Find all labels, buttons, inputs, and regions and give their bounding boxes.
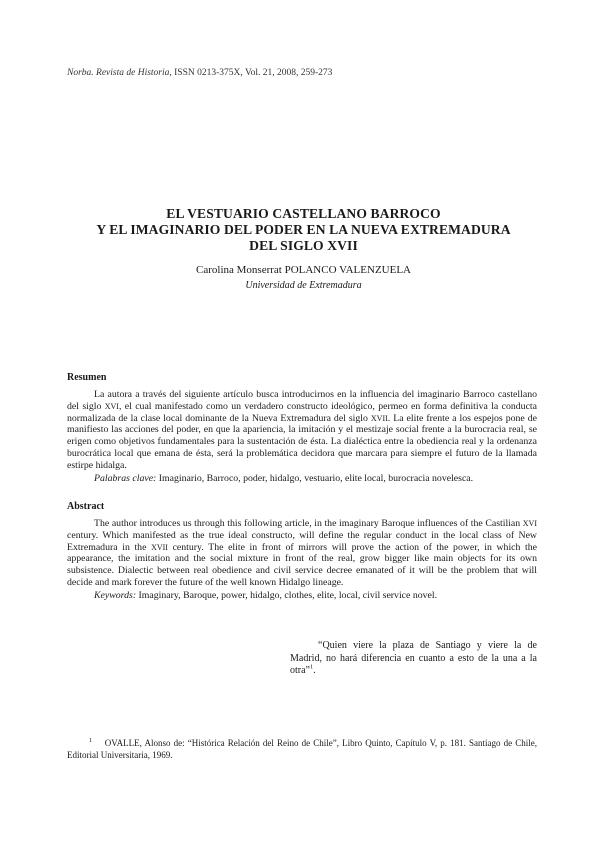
resumen-body (67, 389, 537, 472)
author-affiliation: Universidad de Extremadura (245, 280, 362, 291)
keywords-label: Keywords: (94, 590, 137, 601)
journal-citation (67, 68, 332, 78)
century-numeral: XVII (151, 542, 168, 552)
abstract-text: century. The elite in front of mirrors will prove the action of the power, in which the appearance, the imitation and the social mixture in front of the real, grow bigger like main objects for its own subsistence. Dialectic between real obedience and civil service decree emanated of it will be the problem that will decide and mark forever the future of the well known Hidalgo lineage. (67, 541, 538, 588)
resumen-text: La autora a través del siguiente artículo busca introducirnos en la influencia del imaginario Barroco castellano del siglo (67, 389, 537, 412)
citation-details: ISSN 0213-375X, Vol. 21, 2008, 259-273 (174, 68, 333, 78)
century-numeral: XVI (522, 519, 537, 528)
resumen-text: . La elite frente a los espejos pone de manifiesto las acciones del poder, en que la apariencia, la imitación y el mestizaje social frente a la burocracia real, se erigen como objetivos fundamentales para la sustentación de ésta. La dialéctica entre la obediencia real y la ordenanza burocrática local que emana de ésta, será la problemática decidora que marcara para siempre el futuro de la llamada estirpe hidalga. (67, 412, 537, 471)
footnote (67, 738, 537, 761)
epigraph-text: “Quien viere la plaza de Santiago y viere la de Madrid, no hará diferencia en cuanto a esto de la una a la otra” (290, 640, 537, 676)
keywords-list: Imaginary, Baroque, power, hidalgo, clothes, elite, local, civil service novel. (136, 590, 438, 601)
title-line: DEL SIGLO XVII (249, 238, 358, 253)
footnote-number: 1 (89, 737, 93, 744)
abstract-text: The author introduces us through this following article, in the imaginary Baroque influences of the Castilian (94, 518, 523, 529)
resumen-keywords (67, 473, 537, 485)
abstract-body (67, 518, 537, 589)
century-numeral: XVI (104, 401, 119, 411)
epigraph-quote (290, 640, 537, 678)
keywords-label: Palabras clave: (94, 473, 157, 484)
abstract-keywords (67, 590, 537, 602)
keywords-list: Imaginario, Barroco, poder, hidalgo, vestuario, elite local, burocracia novelesca. (156, 473, 474, 484)
title-line: Y EL IMAGINARIO DEL PODER EN LA NUEVA EXTREMADURA (96, 222, 511, 237)
title-line: EL VESTUARIO CASTELLANO BARROCO (166, 206, 441, 221)
abstract-heading: Abstract (67, 501, 105, 512)
resumen-heading: Resumen (67, 372, 107, 383)
author-name: Carolina Monserrat POLANCO VALENZUELA (196, 264, 411, 276)
article-title (60, 206, 547, 254)
footnote-ref[interactable]: 1 (310, 663, 314, 671)
century-numeral: XVII (370, 413, 388, 423)
epigraph-end: . (313, 665, 316, 676)
footnote-text: OVALLE, Alonso de: “Histórica Relación del Reino de Chile”, Libro Quinto, Capítulo V, p. 181. Santiago de Chile, Editorial Universitaria, 1969. (67, 738, 538, 760)
journal-name: Norba. Revista de Historia, (67, 68, 172, 78)
resumen-text: , el cual manifestado como un verdadero constructo ideológico, permeo en forma definitiva la conducta normalizada de la clase local dominante de la Nueva Extremadura del siglo (67, 400, 538, 424)
abstract-text: century. Which manifested as the true ideal constructo, will define the regular conduct in the local class of New Extremadura in the (67, 529, 537, 553)
